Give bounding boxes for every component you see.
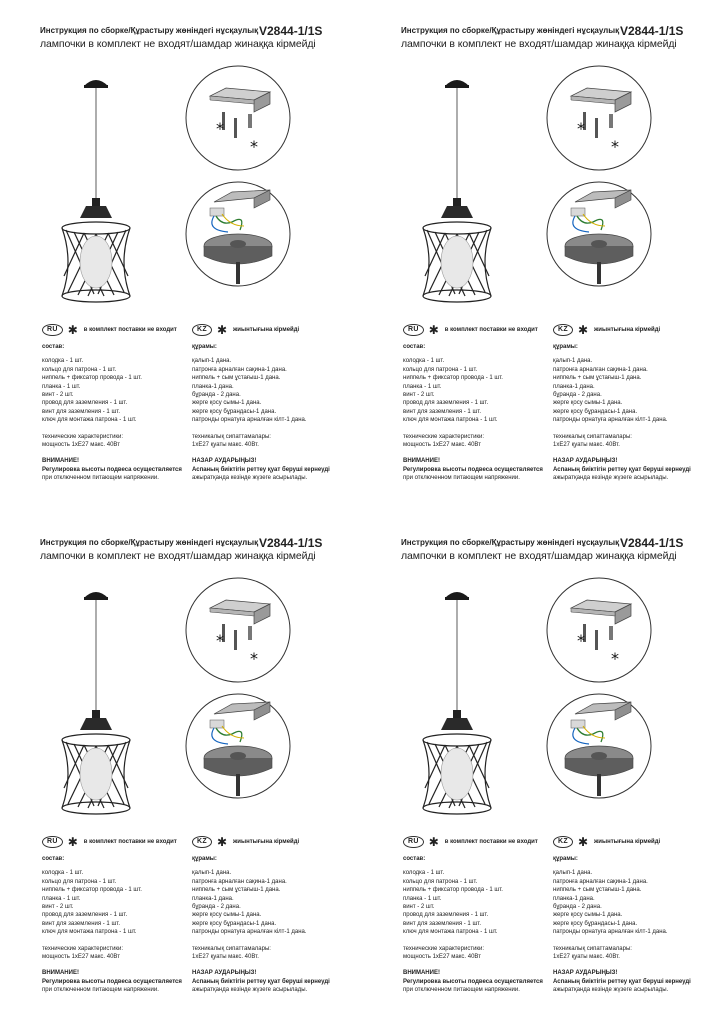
kz-warning-heading: НАЗАР АУДАРЫҢЫЗ! [553, 458, 618, 465]
model-number: V2844-1/1S [259, 536, 323, 550]
kz-contents-heading: құрамы: [192, 856, 217, 862]
ru-warning-line: при отключенном питающем напряжении. [403, 475, 520, 482]
list-item: патронды орнатуға арналған кілт-1 дана. [553, 929, 668, 936]
ru-warning-line: Регулировка высоты подвеса осуществляется [42, 978, 182, 985]
kz-specs-value: 1хЕ27 қуаты макс. 40Вт. [553, 954, 620, 961]
list-item: ниппель + фиксатор провода - 1 шт. [403, 887, 503, 894]
list-item: қалып-1 дана. [192, 870, 232, 877]
list-item: ключ для монтажа патрона - 1 шт. [42, 417, 137, 424]
list-item: ключ для монтажа патрона - 1 шт. [403, 417, 498, 424]
canopy-wiring-detail [547, 182, 651, 286]
ru-contents-heading: состав: [403, 344, 426, 350]
list-item: планка - 1 шт. [42, 383, 81, 390]
kz-contents-heading: құрамы: [553, 856, 578, 862]
list-item: провод для заземления - 1 шт. [403, 912, 489, 919]
svg-text:*: * [216, 631, 224, 650]
svg-text:*: * [577, 631, 585, 650]
model-number: V2844-1/1S [259, 24, 323, 38]
ru-warning-heading: ВНИМАНИЕ! [42, 458, 79, 465]
list-item: планка-1 дана. [553, 383, 595, 390]
instruction-sheet-2 [361, 0, 722, 512]
ru-language-badge: RU [403, 836, 424, 848]
ru-not-included-note: в комплект поставки не входит [444, 838, 538, 845]
list-item: провод для заземления - 1 шт. [403, 400, 489, 407]
ru-not-included-note: в комплект поставки не входит [83, 326, 177, 333]
ru-language-badge: RU [403, 324, 424, 336]
ru-specs-heading: технические характеристики: [403, 433, 485, 440]
ru-language-badge: RU [42, 836, 63, 848]
list-item: кольцо для патрона - 1 шт. [403, 878, 478, 885]
list-item: винт для заземления - 1 шт. [403, 408, 482, 415]
list-item: кольцо для патрона - 1 шт. [42, 878, 117, 885]
ru-column [403, 834, 563, 995]
ru-specs-heading: технические характеристики: [42, 433, 124, 440]
kz-specs-heading: техникалық сипаттамалары: [192, 945, 271, 952]
svg-text:*: * [250, 649, 258, 668]
svg-text:*: * [577, 119, 585, 138]
ru-contents-heading: состав: [42, 856, 65, 862]
header-title: Инструкция по сборке/Құрастыру жөніндегі нұсқаулық [40, 26, 259, 35]
list-item: планка - 1 шт. [403, 383, 442, 390]
kz-column [553, 834, 723, 995]
svg-text:*: * [250, 137, 258, 156]
list-item: планка-1 дана. [553, 895, 595, 902]
kz-warning-line: ажыратқанда кезінде жүзеге асырылады. [553, 987, 669, 994]
kz-specs-value: 1хЕ27 қуаты макс. 40Вт. [192, 954, 259, 961]
header-title: Инструкция по сборке/Құрастыру жөніндегі нұсқаулық [401, 538, 620, 547]
instruction-sheet-4 [361, 512, 722, 1024]
list-item: ниппель + сым ұстағыш-1 дана. [192, 887, 281, 894]
pendant-lamp-drawing [423, 80, 491, 302]
list-item: бұранда - 2 дана. [553, 392, 602, 399]
list-item: жерге қосу бұрандасы-1 дана. [553, 920, 638, 927]
list-item: жерге қосу сымы-1 дана. [192, 912, 262, 919]
list-item: планка - 1 шт. [42, 895, 81, 902]
svg-text:*: * [216, 119, 224, 138]
assembly-illustration [361, 512, 722, 832]
list-item: патронға арналған сақина-1 дана. [553, 878, 648, 885]
asterisk-icon: ✱ [577, 834, 588, 849]
ru-warning-line: Регулировка высоты подвеса осуществляется [403, 466, 543, 473]
kz-contents-list [192, 357, 362, 424]
model-number: V2844-1/1S [620, 24, 684, 38]
canopy-wiring-detail [547, 694, 651, 798]
kz-not-included-note: жиынтығына кірмейді [233, 326, 300, 333]
ru-specs-heading: технические характеристики: [403, 945, 485, 952]
list-item: планка - 1 шт. [403, 895, 442, 902]
asterisk-icon: ✱ [67, 834, 78, 849]
kz-warning-line: Аспаның биіктігін реттеу қуат беруші кернеуді [553, 978, 691, 985]
list-item: провод для заземления - 1 шт. [42, 400, 128, 407]
assembly-illustration [0, 0, 361, 320]
list-item: патронға арналған сақина-1 дана. [192, 366, 287, 373]
ru-not-included-note: в комплект поставки не входит [444, 326, 538, 333]
svg-text:*: * [611, 137, 619, 156]
kz-contents-list [553, 869, 723, 936]
svg-text:*: * [611, 649, 619, 668]
list-item: ниппель + фиксатор провода - 1 шт. [42, 887, 142, 894]
list-item: винт - 2 шт. [403, 904, 435, 911]
list-item: қалып-1 дана. [553, 870, 593, 877]
asterisk-icon: ✱ [216, 322, 227, 337]
ru-contents-list [42, 869, 202, 936]
kz-column [553, 322, 723, 483]
pendant-lamp-drawing [423, 592, 491, 814]
header-title: Инструкция по сборке/Құрастыру жөніндегі нұсқаулық [401, 26, 620, 35]
kz-contents-list [553, 357, 723, 424]
list-item: кольцо для патрона - 1 шт. [42, 366, 117, 373]
list-item: қалып-1 дана. [553, 358, 593, 365]
kz-specs-heading: техникалық сипаттамалары: [553, 433, 632, 440]
list-item: колодка - 1 шт. [42, 358, 84, 365]
list-item: винт для заземления - 1 шт. [403, 920, 482, 927]
header-subtitle: лампочки в комплект не входят/шамдар жинаққа кірмейді [401, 38, 677, 50]
kz-language-badge: KZ [553, 836, 573, 848]
ru-warning-heading: ВНИМАНИЕ! [42, 970, 79, 977]
list-item: ниппель + фиксатор провода - 1 шт. [403, 375, 503, 382]
asterisk-icon: ✱ [577, 322, 588, 337]
list-item: провод для заземления - 1 шт. [42, 912, 128, 919]
kz-warning-line: ажыратқанда кезінде жүзеге асырылады. [192, 987, 308, 994]
list-item: патронға арналған сақина-1 дана. [192, 878, 287, 885]
instruction-sheet-3 [0, 512, 361, 1024]
kz-column [192, 322, 362, 483]
kz-contents-heading: құрамы: [553, 344, 578, 350]
ru-warning-line: при отключенном питающем напряжении. [42, 475, 159, 482]
list-item: планка-1 дана. [192, 383, 234, 390]
list-item: патронды орнатуға арналған кілт-1 дана. [553, 417, 668, 424]
ru-contents-list [403, 869, 563, 936]
kz-not-included-note: жиынтығына кірмейді [233, 838, 300, 845]
kz-specs-value: 1хЕ27 қуаты макс. 40Вт. [192, 442, 259, 449]
kz-language-badge: KZ [553, 324, 573, 336]
list-item: винт - 2 шт. [403, 392, 435, 399]
list-item: колодка - 1 шт. [42, 870, 84, 877]
header-subtitle: лампочки в комплект не входят/шамдар жинаққа кірмейді [40, 38, 316, 50]
list-item: жерге қосу бұрандасы-1 дана. [553, 408, 638, 415]
assembly-illustration [361, 0, 722, 320]
model-number: V2844-1/1S [620, 536, 684, 550]
list-item: ниппель + сым ұстағыш-1 дана. [192, 375, 281, 382]
list-item: ниппель + фиксатор провода - 1 шт. [42, 375, 142, 382]
assembly-illustration [0, 512, 361, 832]
header-subtitle: лампочки в комплект не входят/шамдар жинаққа кірмейді [401, 550, 677, 562]
list-item: жерге қосу бұрандасы-1 дана. [192, 920, 277, 927]
kz-contents-list [192, 869, 362, 936]
kz-warning-line: Аспаның биіктігін реттеу қуат беруші кернеуді [553, 466, 691, 473]
kz-warning-heading: НАЗАР АУДАРЫҢЫЗ! [192, 458, 257, 465]
kz-warning-line: ажыратқанда кезінде жүзеге асырылады. [192, 475, 308, 482]
ru-contents-list [403, 357, 563, 424]
list-item: винт для заземления - 1 шт. [42, 920, 121, 927]
list-item: патронды орнатуға арналған кілт-1 дана. [192, 929, 307, 936]
ru-warning-line: при отключенном питающем напряжении. [42, 987, 159, 994]
ru-contents-heading: состав: [42, 344, 65, 350]
ru-warning-line: Регулировка высоты подвеса осуществляется [403, 978, 543, 985]
ru-language-badge: RU [42, 324, 63, 336]
list-item: патронға арналған сақина-1 дана. [553, 366, 648, 373]
list-item: бұранда - 2 дана. [192, 392, 241, 399]
kz-warning-line: Аспаның биіктігін реттеу қуат беруші кернеуді [192, 466, 330, 473]
asterisk-icon: ✱ [216, 834, 227, 849]
kz-contents-heading: құрамы: [192, 344, 217, 350]
list-item: ниппель + сым ұстағыш-1 дана. [553, 887, 642, 894]
list-item: ключ для монтажа патрона - 1 шт. [42, 929, 137, 936]
list-item: кольцо для патрона - 1 шт. [403, 366, 478, 373]
asterisk-icon: ✱ [67, 322, 78, 337]
ru-specs-value: мощность 1хЕ27 макс. 40Вт [42, 442, 120, 449]
kz-warning-heading: НАЗАР АУДАРЫҢЫЗ! [553, 970, 618, 977]
list-item: жерге қосу сымы-1 дана. [553, 400, 623, 407]
list-item: бұранда - 2 дана. [192, 904, 241, 911]
ru-contents-heading: состав: [403, 856, 426, 862]
kz-warning-line: Аспаның биіктігін реттеу қуат беруші кернеуді [192, 978, 330, 985]
header-subtitle: лампочки в комплект не входят/шамдар жинаққа кірмейді [40, 550, 316, 562]
ru-warning-line: Регулировка высоты подвеса осуществляется [42, 466, 182, 473]
ru-specs-value: мощность 1хЕ27 макс. 40Вт [403, 954, 481, 961]
list-item: винт - 2 шт. [42, 904, 74, 911]
list-item: колодка - 1 шт. [403, 870, 445, 877]
kz-column [192, 834, 362, 995]
mounting-bracket-detail [186, 66, 290, 170]
header-title: Инструкция по сборке/Құрастыру жөніндегі нұсқаулық [40, 538, 259, 547]
ru-specs-value: мощность 1хЕ27 макс. 40Вт [42, 954, 120, 961]
mounting-bracket-detail [547, 66, 651, 170]
ru-specs-heading: технические характеристики: [42, 945, 124, 952]
ru-column [403, 322, 563, 483]
list-item: жерге қосу сымы-1 дана. [192, 400, 262, 407]
ru-contents-list [42, 357, 202, 424]
instruction-sheet-1 [0, 0, 361, 512]
list-item: ниппель + сым ұстағыш-1 дана. [553, 375, 642, 382]
kz-warning-heading: НАЗАР АУДАРЫҢЫЗ! [192, 970, 257, 977]
kz-not-included-note: жиынтығына кірмейді [594, 326, 661, 333]
list-item: бұранда - 2 дана. [553, 904, 602, 911]
canopy-wiring-detail [186, 182, 290, 286]
asterisk-icon: ✱ [428, 834, 439, 849]
ru-warning-heading: ВНИМАНИЕ! [403, 970, 440, 977]
kz-language-badge: KZ [192, 324, 212, 336]
ru-warning-heading: ВНИМАНИЕ! [403, 458, 440, 465]
ru-specs-value: мощность 1хЕ27 макс. 40Вт [403, 442, 481, 449]
mounting-bracket-detail [186, 578, 290, 682]
kz-warning-line: ажыратқанда кезінде жүзеге асырылады. [553, 475, 669, 482]
ru-not-included-note: в комплект поставки не входит [83, 838, 177, 845]
pendant-lamp-drawing [62, 592, 130, 814]
list-item: винт для заземления - 1 шт. [42, 408, 121, 415]
list-item: планка-1 дана. [192, 895, 234, 902]
kz-specs-heading: техникалық сипаттамалары: [192, 433, 271, 440]
list-item: винт - 2 шт. [42, 392, 74, 399]
list-item: жерге қосу бұрандасы-1 дана. [192, 408, 277, 415]
canopy-wiring-detail [186, 694, 290, 798]
ru-warning-line: при отключенном питающем напряжении. [403, 987, 520, 994]
mounting-bracket-detail [547, 578, 651, 682]
kz-not-included-note: жиынтығына кірмейді [594, 838, 661, 845]
list-item: жерге қосу сымы-1 дана. [553, 912, 623, 919]
ru-column [42, 834, 202, 995]
asterisk-icon: ✱ [428, 322, 439, 337]
kz-specs-value: 1хЕ27 қуаты макс. 40Вт. [553, 442, 620, 449]
pendant-lamp-drawing [62, 80, 130, 302]
kz-specs-heading: техникалық сипаттамалары: [553, 945, 632, 952]
ru-column [42, 322, 202, 483]
list-item: ключ для монтажа патрона - 1 шт. [403, 929, 498, 936]
list-item: колодка - 1 шт. [403, 358, 445, 365]
list-item: қалып-1 дана. [192, 358, 232, 365]
kz-language-badge: KZ [192, 836, 212, 848]
list-item: патронды орнатуға арналған кілт-1 дана. [192, 417, 307, 424]
